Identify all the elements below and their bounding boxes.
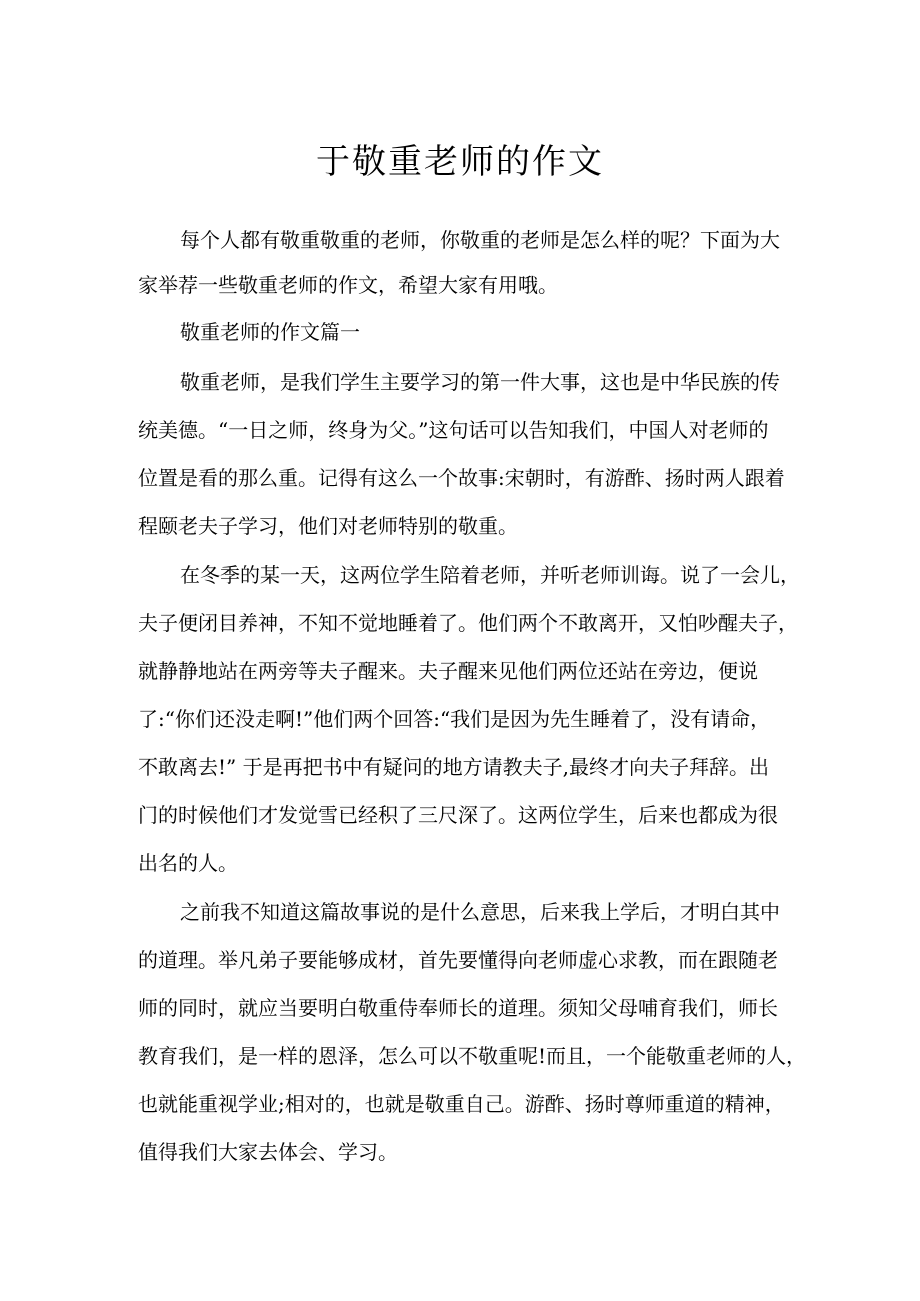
text-line: 位置是看的那么重。记得有这么一个故事:宋朝时，有游酢、扬时两人跟着 <box>138 466 785 490</box>
text-line: 师的同时，就应当要明白敬重侍奉师长的道理。须知父母哺育我们，师长 <box>138 996 778 1020</box>
text-line: 敬重老师，是我们学生主要学习的第一件大事，这也是中华民族的传 <box>180 370 780 394</box>
text-line: 也就能重视学业;相对的，也就是敬重自己。游酢、扬时尊师重道的精神， <box>138 1092 785 1116</box>
text-line: 统美德。“一日之师，终身为父。”这句话可以告知我们，中国人对老师的 <box>138 418 769 442</box>
text-line: 出名的人。 <box>138 851 238 875</box>
document-title: 于敬重老师的作文 <box>316 142 604 182</box>
text-line: 之前我不知道这篇故事说的是什么意思，后来我上学后，才明白其中 <box>180 900 780 924</box>
text-line: 门的时候他们才发觉雪已经积了三尺深了。这两位学生，后来也都成为很 <box>138 803 778 827</box>
text-line: 就静静地站在两旁等夫子醒来。夫子醒来见他们两位还站在旁边，便说 <box>138 659 758 683</box>
text-line: 夫子便闭目养神，不知不觉地睡着了。他们两个不敢离开，又怕吵醒夫子， <box>138 611 798 635</box>
text-line: 了:“你们还没走啊!”他们两个回答:“我们是因为先生睡着了，没有请命， <box>138 707 771 731</box>
text-line: 不敢离去!” 于是再把书中有疑问的地方请教夫子,最终才向夫子拜辞。出 <box>138 755 769 779</box>
text-line: 的道理。举凡弟子要能够成材，首先要懂得向老师虚心求教，而在跟随老 <box>138 948 778 972</box>
text-line: 家举荐一些敬重老师的作文，希望大家有用哦。 <box>138 273 558 297</box>
section-heading: 敬重老师的作文篇一 <box>180 320 360 344</box>
text-line: 每个人都有敬重敬重的老师，你敬重的老师是怎么样的呢？下面为大 <box>180 228 780 252</box>
text-line: 在冬季的某一天，这两位学生陪着老师，并听老师训诲。说了一会儿， <box>180 563 800 587</box>
text-line: 程颐老夫子学习，他们对老师特别的敬重。 <box>138 514 518 538</box>
text-line: 值得我们大家去体会、学习。 <box>138 1140 398 1164</box>
text-line: 教育我们，是一样的恩泽，怎么可以不敬重呢!而且，一个能敬重老师的人， <box>138 1044 807 1068</box>
